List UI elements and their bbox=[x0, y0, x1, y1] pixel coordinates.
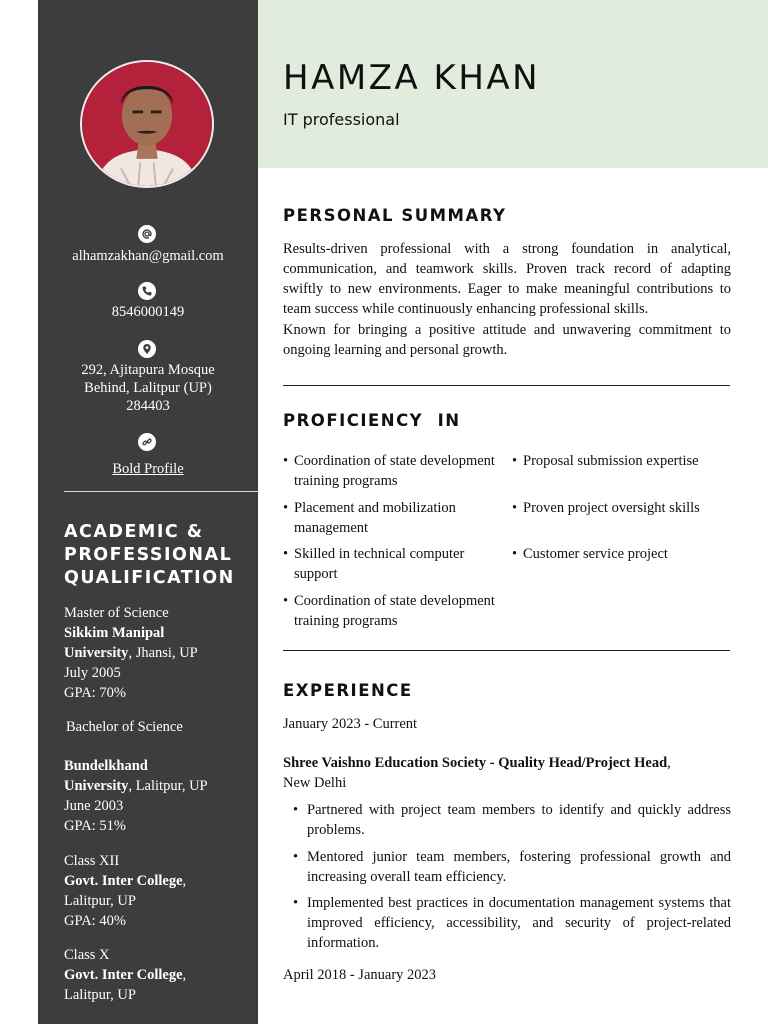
list-item: • Customer service project bbox=[512, 544, 732, 564]
experience-heading: EXPERIENCE bbox=[283, 681, 413, 700]
address-line2: Behind, Lalitpur (UP) bbox=[84, 380, 212, 396]
sidebar bbox=[38, 0, 258, 1024]
profile-photo-image bbox=[82, 62, 212, 186]
summary-paragraph-1: Results-driven professional with a strong foundation in analytical, communication, and teamwork skills. Proven track record of adapting swiftly to new environments. Eager to make meaningful contributions to team success while continuously enhancing professional skills. bbox=[283, 241, 731, 317]
phone-icon bbox=[138, 282, 156, 300]
profile-link[interactable]: Bold Profile bbox=[112, 461, 184, 477]
list-item: • Mentored junior team members, fostering professional growth and increasing overall team efficiency. bbox=[293, 847, 731, 887]
list-item: • Coordination of state development training programs bbox=[283, 451, 498, 491]
summary-heading: PERSONAL SUMMARY bbox=[283, 206, 507, 225]
summary-paragraph-2: Known for bringing a positive attitude and unwavering commitment to ongoing learning and personal growth. bbox=[283, 322, 731, 358]
job-date: January 2023 - Current bbox=[283, 716, 418, 732]
section-divider bbox=[283, 650, 730, 651]
job-organization: Shree Vaishno Education Society - Quality Head/Project Head, New Delhi bbox=[283, 755, 671, 791]
phone-text: 8546000149 bbox=[111, 304, 185, 320]
proficiency-heading: PROFICIENCY IN bbox=[283, 411, 461, 430]
at-icon bbox=[138, 225, 156, 243]
proficiency-list-left bbox=[283, 451, 498, 637]
candidate-role: IT professional bbox=[283, 110, 400, 129]
section-divider bbox=[283, 385, 730, 386]
education-item-bachelors: Bundelkhand University, Lalitpur, UP June 2003 GPA: 51% bbox=[64, 758, 208, 834]
list-item: • Coordination of state development training programs bbox=[283, 591, 498, 631]
location-pin-icon bbox=[138, 340, 156, 358]
list-item: • Placement and mobilization management bbox=[283, 498, 498, 538]
list-item: • Partnered with project team members to identify and quickly address problems. bbox=[293, 800, 731, 840]
profile-photo bbox=[80, 60, 214, 188]
sidebar-divider bbox=[64, 491, 258, 492]
list-item: • Proposal submission expertise bbox=[512, 451, 732, 471]
list-item: • Skilled in technical computer support bbox=[283, 544, 498, 584]
education-item-bachelors-degree: Bachelor of Science bbox=[66, 719, 183, 735]
candidate-name: HAMZA KHAN bbox=[283, 58, 541, 98]
list-item: • Implemented best practices in documentation management systems that improved efficiency, accessibility, and security of project-related information. bbox=[293, 893, 731, 953]
email-text: alhamzakhan@gmail.com bbox=[72, 248, 224, 264]
address-line3: 284403 bbox=[126, 398, 170, 414]
education-item-class-x: Class X Govt. Inter College, Lalitpur, UP bbox=[64, 947, 187, 1003]
link-icon bbox=[138, 433, 156, 451]
education-item-class-xii: Class XII Govt. Inter College, Lalitpur, UP GPA: 40% bbox=[64, 853, 187, 929]
proficiency-list-right bbox=[512, 451, 732, 571]
job-date: April 2018 - January 2023 bbox=[283, 967, 437, 983]
address-line1: 292, Ajitapura Mosque bbox=[81, 362, 215, 378]
list-item: • Proven project oversight skills bbox=[512, 498, 732, 518]
job-bullets bbox=[293, 800, 731, 960]
qualification-heading: ACADEMIC & PROFESSIONAL QUALIFICATION bbox=[64, 522, 235, 588]
education-item-masters: Master of Science Sikkim Manipal University, Jhansi, UP July 2005 GPA: 70% bbox=[64, 605, 198, 701]
